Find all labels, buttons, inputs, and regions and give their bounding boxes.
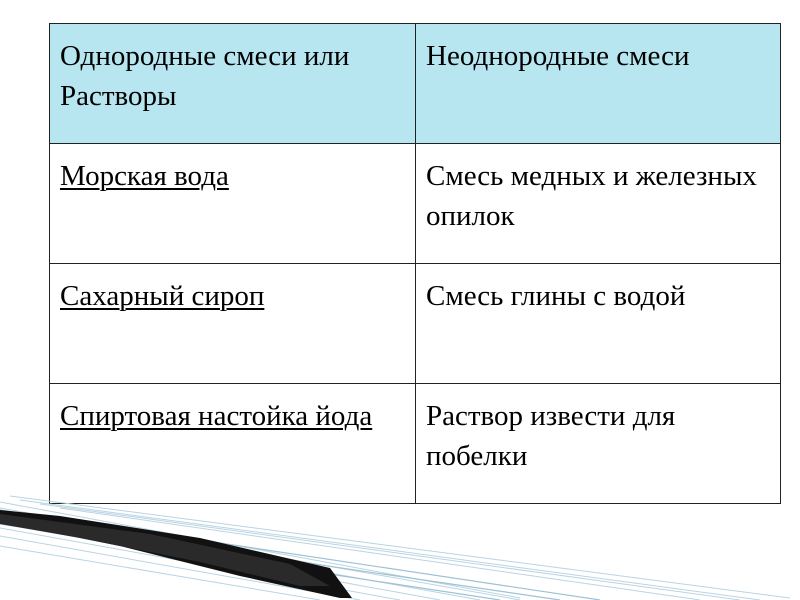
table-row [50,144,781,264]
table-cell-heterogeneous: Смесь медных и железных опилок [416,144,781,264]
table-row [50,384,781,504]
cell-text: Сахарный сироп [60,280,265,312]
table-cell-homogeneous [50,144,416,264]
diagonal-streak-decoration-icon [0,490,800,600]
table-row [50,264,781,384]
table-header-row [50,24,781,144]
table-cell-heterogeneous: Смесь глины с водой [416,264,781,384]
header-cell-heterogeneous: Неоднородные смеси [416,24,781,144]
mixtures-table [49,23,781,504]
table-cell-homogeneous [50,384,416,504]
cell-text: Морская вода [60,160,229,192]
header-cell-homogeneous: Однородные смеси или Растворы [50,24,416,144]
table-cell-homogeneous [50,264,416,384]
cell-text: Спиртовая настойка йода [60,400,373,432]
table-cell-heterogeneous: Раствор извести для побелки [416,384,781,504]
